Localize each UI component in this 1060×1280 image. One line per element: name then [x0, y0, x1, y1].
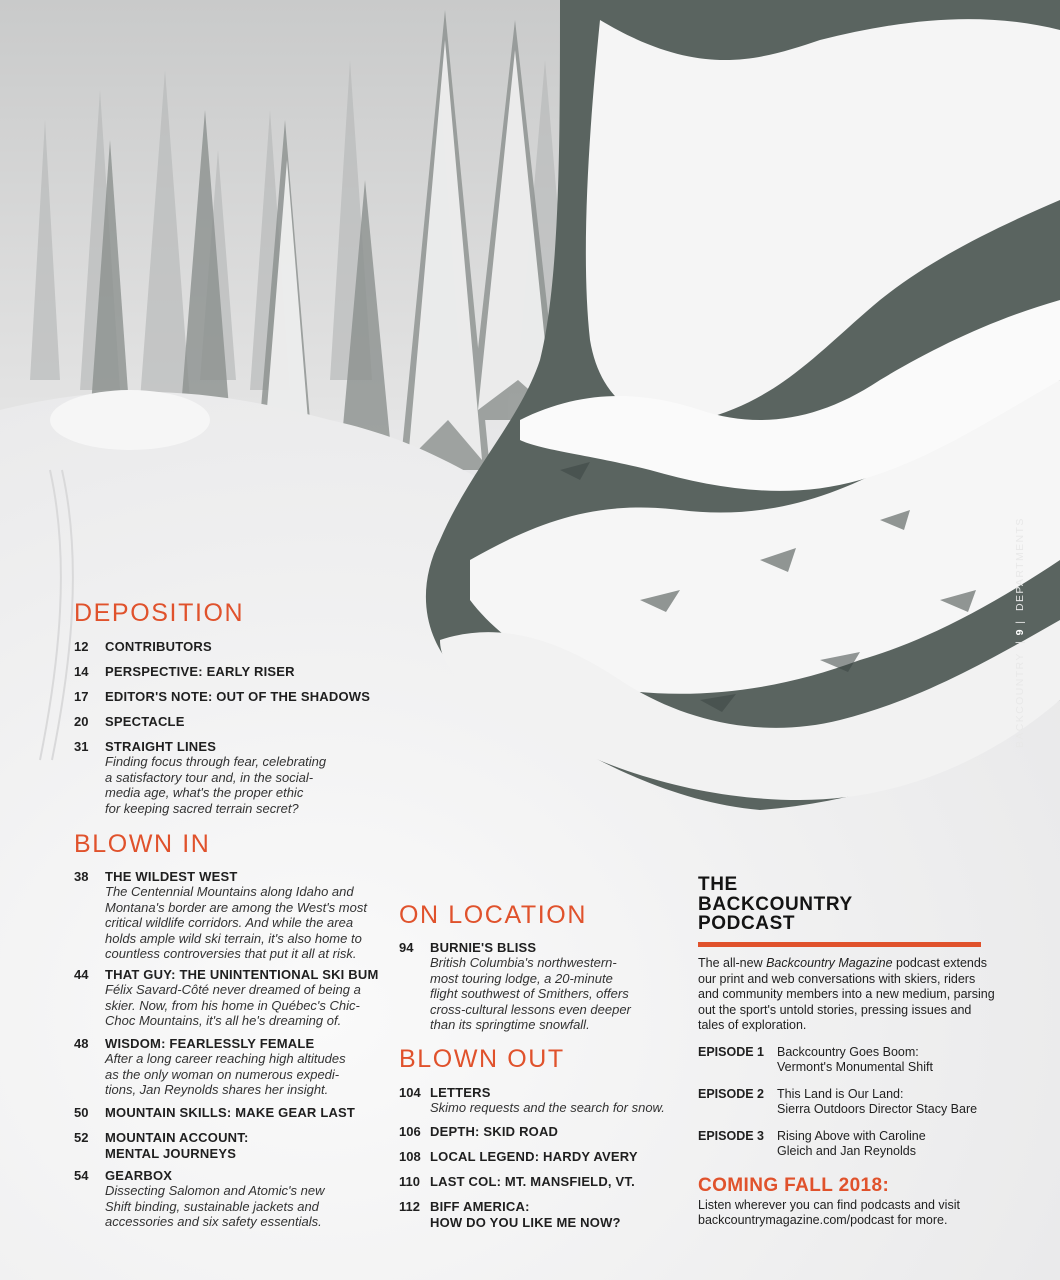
toc-page-number: 104	[399, 1085, 421, 1100]
toc-title: CONTRIBUTORS	[105, 639, 212, 654]
episode-label: EPISODE 3	[698, 1129, 764, 1143]
page-folio: BACKCOUNTRY | 9 | DEPARTMENTS	[1014, 517, 1026, 748]
episode-label: EPISODE 1	[698, 1045, 764, 1059]
toc-title: WISDOM: FEARLESSLY FEMALE	[105, 1036, 315, 1051]
podcast-divider	[698, 942, 981, 947]
toc-description: Finding focus through fear, celebrating a satisfactory tour and, in the social- media age, what's the proper ethic for keeping sacred terrain secret?	[105, 754, 327, 816]
toc-title: DEPTH: SKID ROAD	[430, 1124, 559, 1139]
episode-label: EPISODE 2	[698, 1087, 764, 1101]
podcast-intro-rest: podcast extends our print and web conversations with skiers, riders and community members into a new medium, parsing out the sport's untold stories, pressing issues and tales of exploration.	[698, 956, 995, 1032]
section-heading-blown-in: BLOWN IN	[74, 830, 211, 858]
toc-description: British Columbia's northwestern- most touring lodge, a 20-minute flight southwest of Smithers, offers cross-cultural lessons even deeper than its springtime snowfall.	[430, 955, 631, 1032]
toc-title: MOUNTAIN ACCOUNT: MENTAL JOURNEYS	[105, 1130, 249, 1161]
toc-page-number: 44	[74, 967, 89, 982]
toc-title: GEARBOX	[105, 1168, 173, 1183]
section-heading-blown-out: BLOWN OUT	[399, 1045, 565, 1073]
toc-page-number: 17	[74, 689, 89, 704]
toc-page-number: 52	[74, 1130, 89, 1145]
section-heading-deposition: DEPOSITION	[74, 599, 245, 627]
toc-title: LOCAL LEGEND: HARDY AVERY	[430, 1149, 638, 1164]
toc-page-number: 54	[74, 1168, 89, 1183]
toc-page-number: 94	[399, 940, 414, 955]
toc-page-number: 12	[74, 639, 89, 654]
toc-title: BIFF AMERICA: HOW DO YOU LIKE ME NOW?	[430, 1199, 621, 1230]
toc-page-number: 112	[399, 1199, 420, 1214]
episode-title: This Land is Our Land: Sierra Outdoors Director Stacy Bare	[777, 1087, 978, 1116]
section-heading-on-location: ON LOCATION	[399, 901, 587, 929]
episode-title: Rising Above with Caroline Gleich and Jan Reynolds	[777, 1129, 926, 1158]
toc-page-number: 31	[74, 739, 89, 754]
folio-magazine: BACKCOUNTRY	[1014, 652, 1026, 748]
toc-title: MOUNTAIN SKILLS: MAKE GEAR LAST	[105, 1105, 356, 1120]
toc-title: BURNIE'S BLISS	[430, 940, 537, 955]
toc-description: The Centennial Mountains along Idaho and Montana's border are among the West's most critical wildlife corridors. And while the area holds ample wild ski terrain, it's also home to countless controversies that put it all at risk.	[105, 884, 367, 961]
toc-title: LAST COL: MT. MANSFIELD, VT.	[430, 1174, 635, 1189]
toc-page-number: 20	[74, 714, 89, 729]
toc-page-number: 110	[399, 1174, 420, 1189]
coming-fall-text: Listen wherever you can find podcasts and visit backcountrymagazine.com/podcast for more.	[698, 1198, 960, 1227]
toc-title: LETTERS	[430, 1085, 491, 1100]
podcast-title: THE BACKCOUNTRY PODCAST	[698, 874, 853, 934]
toc-page-number: 48	[74, 1036, 89, 1051]
toc-page-number: 108	[399, 1149, 421, 1164]
folio-page-number: 9	[1014, 628, 1026, 636]
toc-title: STRAIGHT LINES	[105, 739, 217, 754]
toc-page-number: 38	[74, 869, 89, 884]
coming-fall-heading: COMING FALL 2018:	[698, 1175, 890, 1196]
toc-description: Félix Savard-Côté never dreamed of being a skier. Now, from his home in Québec's Chic- Choc Mountains, it's all he's dreaming of.	[105, 982, 361, 1028]
toc-description: After a long career reaching high altitudes as the only woman on numerous expedi- tions, Jan Reynolds shares her insight.	[105, 1051, 346, 1097]
toc-description: Dissecting Salomon and Atomic's new Shift binding, sustainable jackets and accessories and six safety essentials.	[105, 1183, 325, 1229]
episode-title: Backcountry Goes Boom: Vermont's Monumental Shift	[777, 1045, 933, 1074]
folio-section: DEPARTMENTS	[1014, 517, 1026, 612]
podcast-intro-magazine: Backcountry Magazine	[766, 956, 893, 970]
toc-page-number: 106	[399, 1124, 421, 1139]
toc-title: THE WILDEST WEST	[105, 869, 238, 884]
toc-page-number: 14	[74, 664, 89, 679]
toc-title: EDITOR'S NOTE: OUT OF THE SHADOWS	[105, 689, 371, 704]
toc-title: PERSPECTIVE: EARLY RISER	[105, 664, 295, 679]
podcast-intro	[698, 956, 998, 1034]
toc-title: SPECTACLE	[105, 714, 185, 729]
toc-title: THAT GUY: THE UNINTENTIONAL SKI BUM	[105, 967, 379, 982]
toc-page-number: 50	[74, 1105, 89, 1120]
podcast-intro-start: The all-new	[698, 956, 767, 970]
toc-description: Skimo requests and the search for snow.	[430, 1100, 665, 1115]
